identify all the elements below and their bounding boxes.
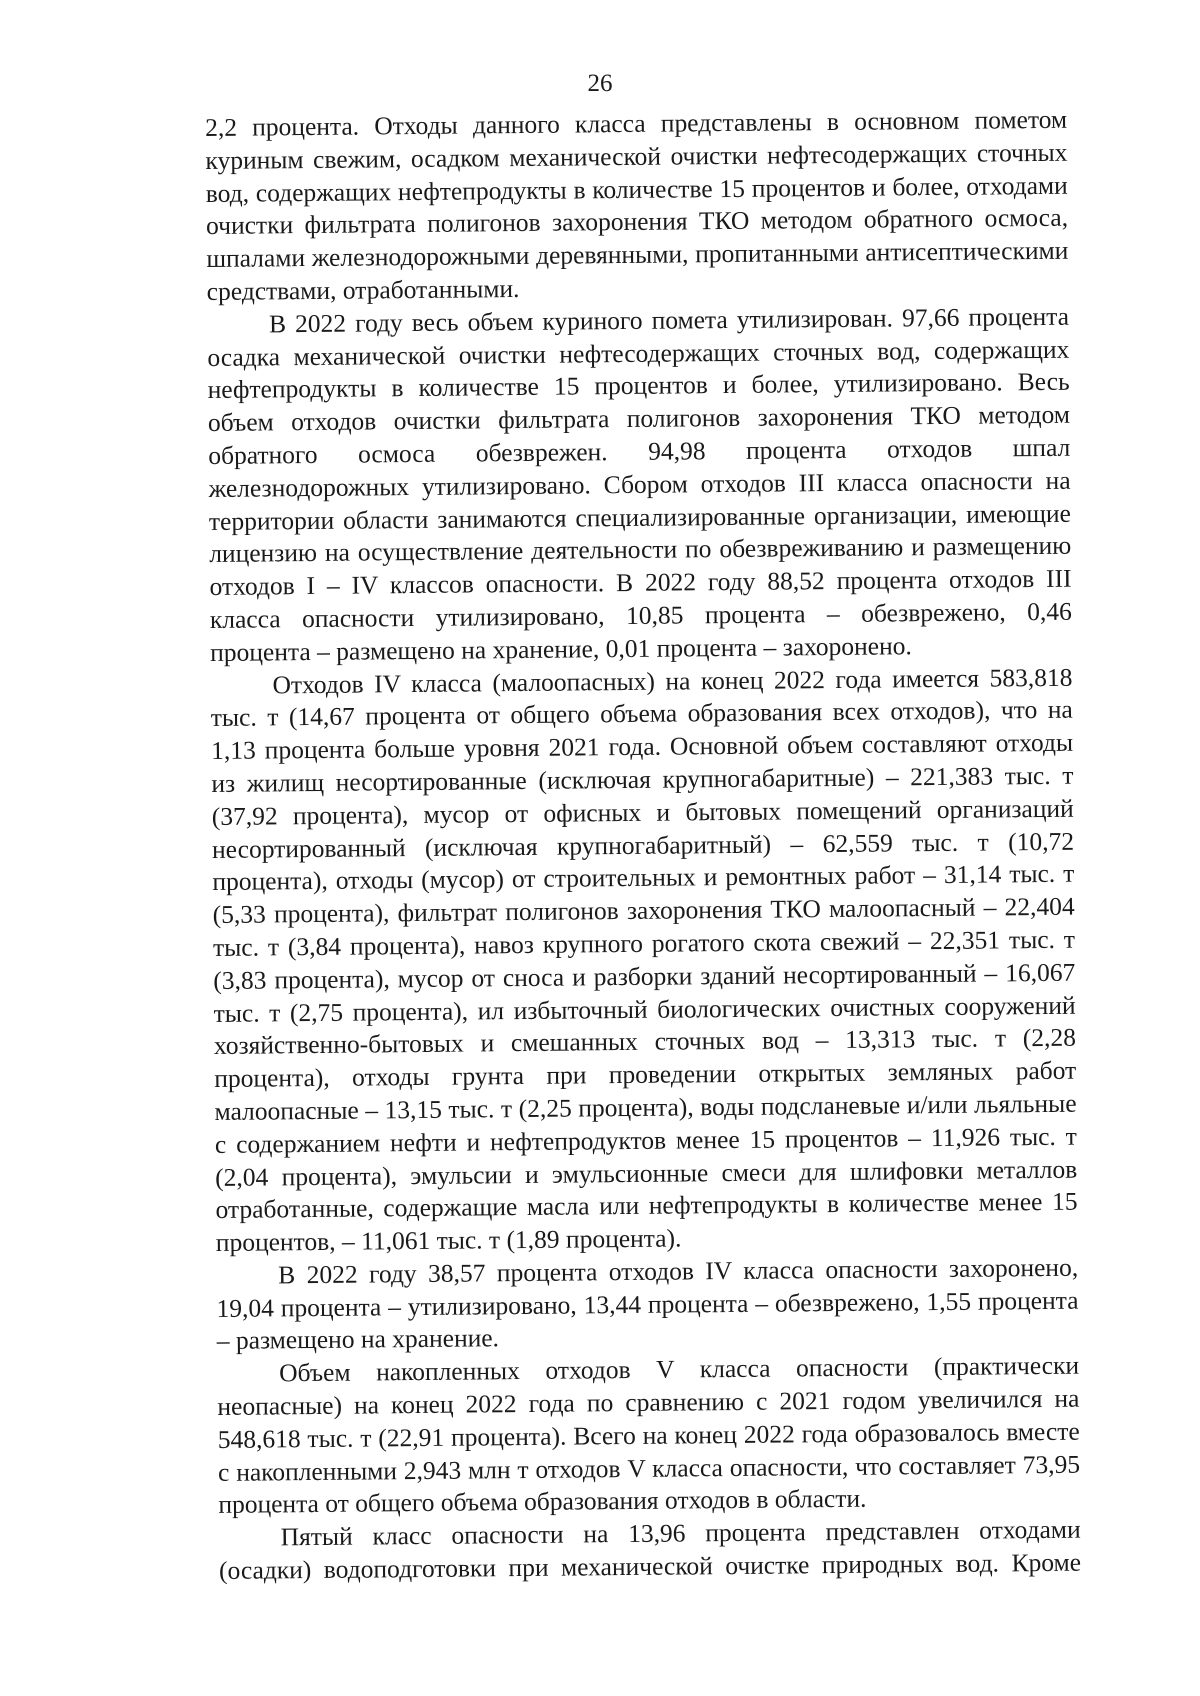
paragraph: В 2022 году весь объем куриного помета утилизирован. 97,66 процента осадка механической очистки нефтесодержащих сточных вод, содержащих нефтепродукты в количестве 15 процентов и более, утилизировано. Весь объем отходов очистки фильтрата полигонов захоронения ТКО методом обратного осмоса обезврежен. 94,98 процента отходов шпал железнодорожных утилизировано. Сбором отходов III класса опасности на территории области занимаются специализированные организации, имеющие лицензию на осуществление деятельности по обезвреживанию и размещению отходов I – IV классов опасности. В 2022 году 88,52 процента отходов III класса опасности утилизировано, 10,85 процента – обезврежено, 0,46 процента – размещено на хранение, 0,01 процента – захоронено.	[207, 301, 1072, 667]
page-number: 26	[587, 70, 613, 97]
paragraph: 2,2 процента. Отходы данного класса представлены в основном пометом куриным свежим, осадком механической очистки нефтесодержащих сточных вод, содержащих нефтепродукты в количестве 15 процентов и более, отходами очистки фильтрата полигонов захоронения ТКО методом обратного осмоса, шпалами железнодорожными деревянными, пропитанными антисептическими средствами, отработанными.	[205, 104, 1069, 306]
document-body	[205, 104, 1081, 1588]
paragraph: Объем накопленных отходов V класса опасности (практически неопасные) на конец 2022 года по сравнению с 2021 годом увеличился на 548,618 тыс. т (22,91 процента). Всего на конец 2022 года образовалось вместе с накопленными 2,943 млн т отходов V класса опасности, что составляет 73,95 процента от общего объема образования отходов в области.	[217, 1350, 1081, 1520]
paragraph: В 2022 году 38,57 процента отходов IV класса опасности захоронено, 19,04 процента – утилизировано, 13,44 процента – обезврежено, 1,55 процента – размещено на хранение.	[216, 1252, 1079, 1356]
paragraph: Отходов IV класса (малоопасных) на конец 2022 года имеется 583,818 тыс. т (14,67 процента от общего объема образования всех отходов), что на 1,13 процента больше уровня 2021 года. Основной объем составляют отходы из жилищ несортированные (исключая крупногабаритные) – 221,383 тыс. т (37,92 процента), мусор от офисных и бытовых помещений организаций несортированный (исключая крупногабаритный) – 62,559 тыс. т (10,72 процента), отходы (мусор) от строительных и ремонтных работ – 31,14 тыс. т (5,33 процента), фильтрат полигонов захоронения ТКО малоопасный – 22,404 тыс. т (3,84 процента), навоз крупного рогатого скота свежий – 22,351 тыс. т (3,83 процента), мусор от сноса и разборки зданий несортированный – 16,067 тыс. т (2,75 процента), ил избыточный биологических очистных сооружений хозяйственно-бытовых и смешанных сточных вод – 13,313 тыс. т (2,28 процента), отходы грунта при проведении открытых земляных работ малоопасные – 13,15 тыс. т (2,25 процента), воды подсланевые и/или льяльные с содержанием нефти и нефтепродуктов менее 15 процентов – 11,926 тыс. т (2,04 процента), эмульсии и эмульсионные смеси для шлифовки металлов отработанные, содержащие масла или нефтепродукты в количестве менее 15 процентов, – 11,061 тыс. т (1,89 процента).	[210, 662, 1078, 1258]
paragraph: Пятый класс опасности на 13,96 процента представлен отходами (осадки) водоподготовки при механической очистке природных вод. Кроме	[218, 1514, 1082, 1585]
